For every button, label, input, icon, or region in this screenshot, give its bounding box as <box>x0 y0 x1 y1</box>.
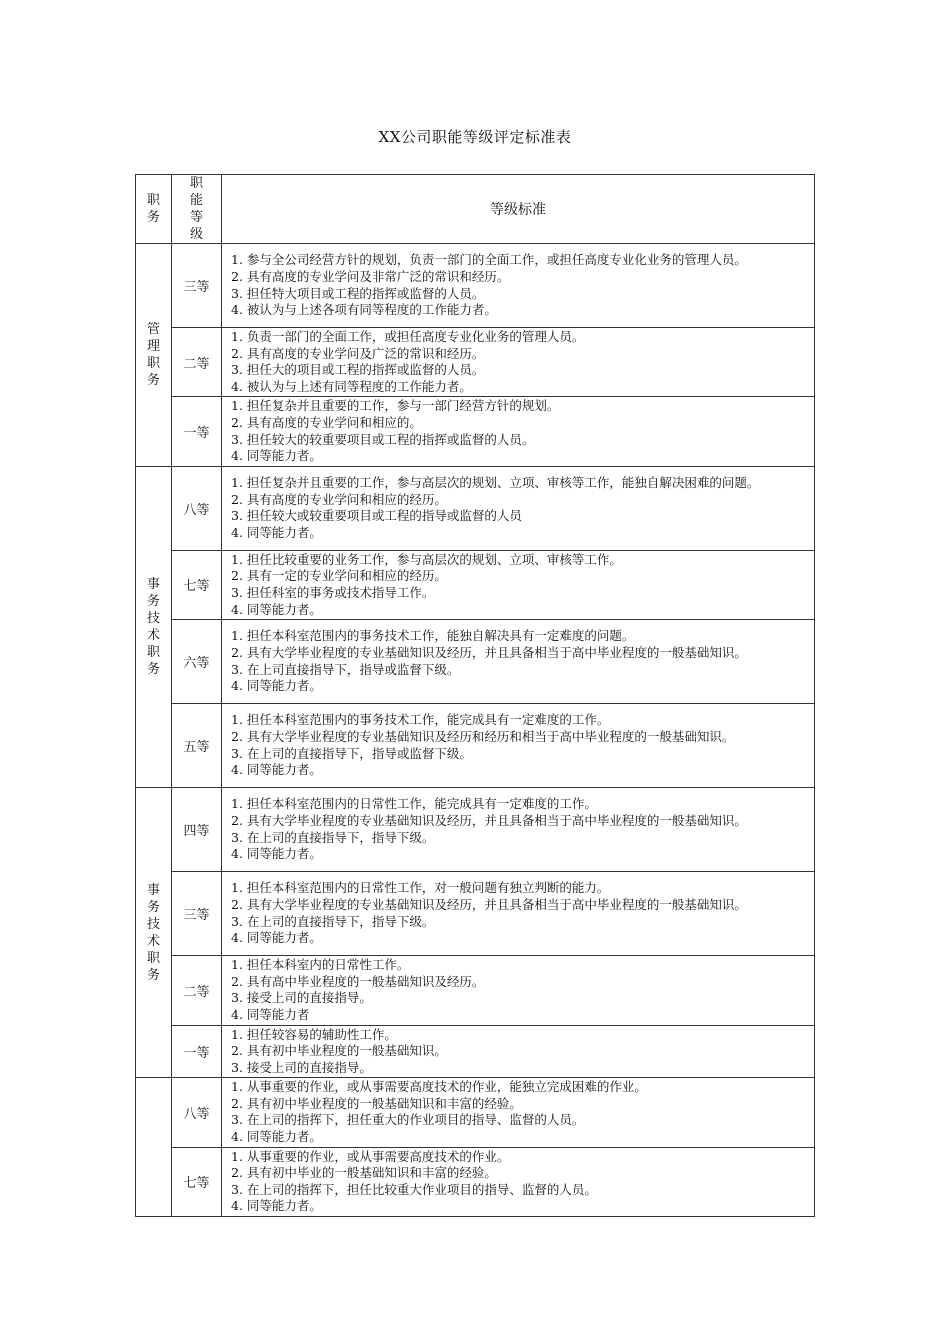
standard-line: 3. 在上司的直接指导下，指导下级。 <box>231 913 435 929</box>
duty-cell <box>136 244 172 467</box>
standard-line: 1. 担任复杂并且重要的工作，参与一部门经营方针的规划。 <box>231 398 560 414</box>
header-duty <box>136 175 172 244</box>
standard-line: 2. 具有高中毕业程度的一般基础知识及经历。 <box>231 973 485 989</box>
standard-line: 1. 担任本科室范围内的事务技术工作，能完成具有一定难度的工作。 <box>231 712 610 728</box>
standard-line: 4. 同等能力者。 <box>231 1198 322 1214</box>
standard-line: 3. 在上司的指挥下，担任比较重大作业项目的指导、监督的人员。 <box>231 1181 597 1197</box>
standard-line: 2. 具有高度的专业学问及非常广泛的常识和经历。 <box>231 268 510 284</box>
standard-cell <box>222 1147 815 1216</box>
standard-line: 4. 被认为与上述各项有同等程度的工作能力者。 <box>231 302 497 318</box>
level-cell: 五等 <box>172 704 222 788</box>
grade-standard-table <box>135 174 815 1217</box>
standard-line: 4. 同等能力者。 <box>231 1129 322 1145</box>
standard-cell <box>222 956 815 1025</box>
standard-cell <box>222 244 815 328</box>
standard-line: 1. 参与全公司经营方针的规划，负责一部门的全面工作，或担任高度专业化业务的管理人员。 <box>231 252 747 268</box>
duty-label: 事务技术职务 <box>147 882 161 983</box>
duty-label: 管理职务 <box>147 321 161 388</box>
standard-cell <box>222 328 815 397</box>
table-row <box>136 244 815 328</box>
standard-cell <box>222 620 815 704</box>
standard-line: 3. 接受上司的直接指导。 <box>231 1059 372 1075</box>
standard-cell <box>222 1078 815 1147</box>
standard-line: 1. 担任本科室范围内的事务技术工作，能独自解决具有一定难度的问题。 <box>231 628 635 644</box>
level-cell: 一等 <box>172 397 222 466</box>
standard-line: 3. 在上司的指挥下，担任重大的作业项目的指导、监督的人员。 <box>231 1112 585 1128</box>
duty-cell <box>136 788 172 1078</box>
standard-cell <box>222 788 815 872</box>
table-row <box>136 872 815 956</box>
level-cell: 四等 <box>172 788 222 872</box>
standard-line: 4. 同等能力者 <box>231 1006 310 1022</box>
table-body <box>136 175 815 1217</box>
duty-cell <box>136 466 172 787</box>
standard-line: 1. 担任比较重要的业务工作，参与高层次的规划、立项、审核等工作。 <box>231 551 622 567</box>
standard-line: 3. 在上司的直接指导下，指导或监督下级。 <box>231 745 472 761</box>
level-cell: 二等 <box>172 328 222 397</box>
standard-line: 2. 具有大学毕业程度的专业基础知识及经历，并且具备相当于高中毕业程度的一般基础知识。 <box>231 897 747 913</box>
table-row <box>136 704 815 788</box>
standard-cell <box>222 1025 815 1078</box>
level-cell: 一等 <box>172 1025 222 1078</box>
level-cell: 三等 <box>172 872 222 956</box>
table-row <box>136 788 815 872</box>
standard-line: 3. 担任特大项目或工程的指挥或监督的人员。 <box>231 285 485 301</box>
standard-line: 2. 具有一定的专业学问和相应的经历。 <box>231 568 447 584</box>
standard-line: 1. 担任复杂并且重要的工作，参与高层次的规划、立项、审核等工作，能独自解决困难的问题。 <box>231 475 760 491</box>
standard-line: 4. 同等能力者。 <box>231 524 322 540</box>
standard-line: 3. 担任大的项目或工程的指挥或监督的人员。 <box>231 362 485 378</box>
standard-cell <box>222 466 815 550</box>
standard-line: 1. 负责一部门的全面工作，或担任高度专业化业务的管理人员。 <box>231 329 585 344</box>
standard-line: 3. 担任科室的事务或技术指导工作。 <box>231 584 435 600</box>
standard-line: 1. 担任本科室内的日常性工作。 <box>231 957 410 973</box>
level-cell: 七等 <box>172 1147 222 1216</box>
duty-cell <box>136 1078 172 1217</box>
standard-line: 4. 同等能力者。 <box>231 448 322 464</box>
standard-line: 3. 在上司的直接指导下，指导下级。 <box>231 829 435 845</box>
standard-line: 1. 担任本科室范围内的日常性工作，对一般问题有独立判断的能力。 <box>231 880 610 896</box>
header-level-label: 职能等级 <box>190 176 204 242</box>
duty-label: 事务技术职务 <box>147 576 161 677</box>
standard-line: 4. 同等能力者。 <box>231 930 322 946</box>
standard-line: 1. 担任本科室范围内的日常性工作，能完成具有一定难度的工作。 <box>231 796 597 812</box>
table-row <box>136 328 815 397</box>
standard-line: 2. 具有高度的专业学问和相应的。 <box>231 414 422 430</box>
standard-line: 3. 在上司直接指导下，指导或监督下级。 <box>231 661 460 677</box>
standard-line: 1. 从事重要的作业，或从事需要高度技术的作业，能独立完成困难的作业。 <box>231 1079 647 1095</box>
standard-cell <box>222 397 815 466</box>
standard-line: 4. 同等能力者。 <box>231 678 322 694</box>
standard-line: 1. 从事重要的作业，或从事需要高度技术的作业。 <box>231 1148 510 1164</box>
level-cell: 八等 <box>172 1078 222 1147</box>
header-standard: 等级标准 <box>222 175 815 244</box>
standard-line: 2. 具有初中毕业程度的一般基础知识和丰富的经验。 <box>231 1095 522 1111</box>
standard-line: 2. 具有初中毕业的一般基础知识和丰富的经验。 <box>231 1165 497 1181</box>
standard-line: 4. 同等能力者。 <box>231 762 322 778</box>
standard-line: 2. 具有高度的专业学问和相应的经历。 <box>231 491 447 507</box>
table-row <box>136 550 815 619</box>
standard-line: 2. 具有大学毕业程度的专业基础知识及经历，并且具备相当于高中毕业程度的一般基础知识。 <box>231 645 747 661</box>
level-cell: 七等 <box>172 550 222 619</box>
standard-line: 4. 同等能力者。 <box>231 846 322 862</box>
standard-line: 2. 具有高度的专业学问及广泛的常识和经历。 <box>231 345 485 361</box>
table-header-row <box>136 175 815 244</box>
level-cell: 二等 <box>172 956 222 1025</box>
level-cell: 六等 <box>172 620 222 704</box>
standard-line: 2. 具有大学毕业程度的专业基础知识及经历和经历和相当于高中毕业程度的一般基础知识。 <box>231 729 735 745</box>
standard-line: 3. 接受上司的直接指导。 <box>231 990 372 1006</box>
standard-line: 2. 具有大学毕业程度的专业基础知识及经历，并且具备相当于高中毕业程度的一般基础知识。 <box>231 813 747 829</box>
standard-line: 1. 担任较容易的辅助性工作。 <box>231 1026 397 1042</box>
standard-line: 3. 担任较大或较重要项目或工程的指导或监督的人员 <box>231 508 522 524</box>
document-title: XX公司职能等级评定标准表 <box>378 128 572 146</box>
level-cell: 三等 <box>172 244 222 328</box>
table-row <box>136 1147 815 1216</box>
table-row <box>136 956 815 1025</box>
table-row <box>136 397 815 466</box>
level-cell: 八等 <box>172 466 222 550</box>
table-row <box>136 1025 815 1078</box>
standard-cell <box>222 550 815 619</box>
standard-cell <box>222 872 815 956</box>
standard-line: 4. 同等能力者。 <box>231 601 322 617</box>
table-row <box>136 620 815 704</box>
standard-line: 4. 被认为与上述有同等程度的工作能力者。 <box>231 378 472 394</box>
header-level <box>172 175 222 244</box>
standard-cell <box>222 704 815 788</box>
table-row <box>136 1078 815 1147</box>
standard-line: 3. 担任较大的较重要项目或工程的指挥或监督的人员。 <box>231 431 535 447</box>
standard-line: 2. 具有初中毕业程度的一般基础知识。 <box>231 1043 447 1059</box>
header-duty-label: 职务 <box>147 193 161 225</box>
table-row <box>136 466 815 550</box>
